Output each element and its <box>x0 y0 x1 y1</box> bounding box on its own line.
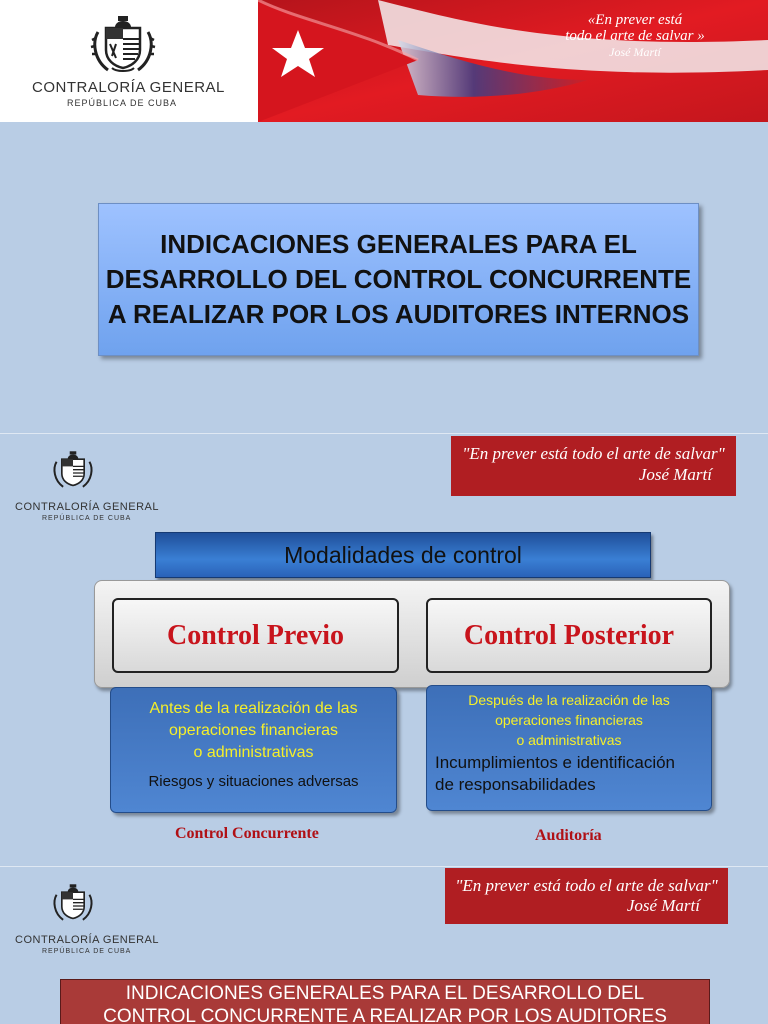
posterior-desc-note-line2: de responsabilidades <box>435 775 596 794</box>
slide-1 <box>0 0 768 432</box>
header-quote <box>510 12 760 60</box>
previo-desc-line3: o administrativas <box>193 744 314 761</box>
org-name: CONTRALORÍA GENERAL <box>15 501 159 513</box>
slide-3 <box>0 866 768 1024</box>
control-previo-description <box>110 687 397 813</box>
org-name: CONTRALORÍA GENERAL <box>15 934 159 946</box>
previo-desc-note: Riesgos y situaciones adversas <box>148 773 359 790</box>
header-quote-line2: todo el arte de salvar » <box>565 28 705 44</box>
posterior-desc-line2: operaciones financieras <box>495 712 643 728</box>
header-quote-line1: «En prever está <box>587 12 683 28</box>
slide-3-title-line2: CONTROL CONCURRENTE A REALIZAR POR LOS AUDITORES <box>103 1006 667 1024</box>
coat-of-arms-icon <box>50 444 96 498</box>
control-previo-box <box>112 598 399 673</box>
slide-3-title-line1: INDICACIONES GENERALES PARA EL DESARROLLO DEL <box>125 983 645 1004</box>
control-previo-label: Control Previo <box>166 619 345 651</box>
slide-1-title: INDICACIONES GENERALES PARA EL DESARROLLO DEL CONTROL CONCURRENTE A REALIZAR POR LOS AUDITORES INTERNOS <box>105 229 692 329</box>
modalidades-label: Modalidades de control <box>284 541 522 568</box>
slide-3-title-box <box>60 979 710 1024</box>
coat-of-arms-icon <box>88 14 158 78</box>
slide-1-title-box <box>98 203 699 356</box>
org-subtitle: REPÚBLICA DE CUBA <box>42 948 132 955</box>
org-subtitle: REPÚBLICA DE CUBA <box>42 515 132 522</box>
marti-quote-author: José Martí <box>638 465 712 484</box>
slide-1-header <box>0 0 768 122</box>
posterior-desc-line1: Después de la realización de las <box>468 692 670 708</box>
org-name: CONTRALORÍA GENERAL <box>32 79 225 96</box>
control-concurrente-label: Control Concurrente <box>175 825 319 842</box>
marti-quote-box <box>451 436 736 496</box>
org-subtitle: REPÚBLICA DE CUBA <box>67 98 178 108</box>
modalidades-header <box>155 532 651 578</box>
coat-of-arms-icon <box>50 877 96 931</box>
previo-desc-line1: Antes de la realización de las <box>149 700 358 717</box>
posterior-desc-note-line1: Incumplimientos e identificación <box>435 753 676 772</box>
control-posterior-description <box>426 685 712 811</box>
control-posterior-label: Control Posterior <box>463 619 675 651</box>
slide-2 <box>0 433 768 865</box>
auditoria-label: Auditoría <box>535 827 602 844</box>
previo-desc-line2: operaciones financieras <box>169 722 338 739</box>
marti-quote-text: "En prever está todo el arte de salvar" <box>455 876 718 895</box>
marti-quote-box <box>445 868 728 924</box>
marti-quote-author: José Martí <box>626 896 700 915</box>
marti-quote-text: "En prever está todo el arte de salvar" <box>462 444 725 463</box>
control-posterior-box <box>426 598 712 673</box>
header-quote-author: José Martí <box>609 45 661 59</box>
posterior-desc-line3: o administrativas <box>516 732 622 748</box>
